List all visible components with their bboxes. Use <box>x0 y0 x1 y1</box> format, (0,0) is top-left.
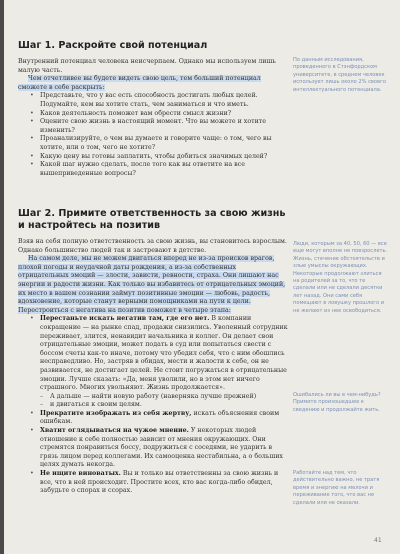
sidebar-note-2: Люди, которым за 40, 50, 60 — все еще могут вполне не повзрослеть. Жизнь, стечение обстоятельств и злые умыслы окружающих. Некоторые продолжают злиться на родителей за то, что те сделали или не сделали десятки лет назад. Они сами себя помещают в ловушку прошлого и не желают из нее освободиться. <box>293 241 388 314</box>
question-item: • Какую цену вы готовы заплатить, чтобы добиться значимых целей? <box>18 153 288 162</box>
section1-questions <box>18 92 288 178</box>
step-item: • Не ищите виноватых. Вы и только вы ответственны за свою жизнь и все, что в ней происходит. Простите всех, кто вас когда-либо обидел, забудьте о спорах и ссорах. <box>18 470 288 496</box>
step-sublist <box>18 393 288 410</box>
question-item: • Какой шаг нужно сделать, после того как вы ответите на все вышеприведенные вопросы? <box>18 161 288 178</box>
section1-para2: Чем отчетливее вы будете видеть свою цель, тем больший потенциал сможете в себе раскрыть: <box>18 75 261 91</box>
sidebar-note-1: По данным исследования, проведенного в Стэнфордском университете, в среднем человек использует лишь около 2% своего интеллектуального потенциала. <box>293 57 386 93</box>
step-item: • Перестаньте искать негатив там, где его нет. В компании сокращение — на рынке спад, продажи снизились. Уволенный сотрудник переживает, злится, ненавидит начальника и коллег. Он делает свои отрицательные эмоции, может подать в суд или попытаться свести с боссом счеты как-то иначе, потому что убедил себя, что с ним обошлись несправедливо. Но, застряв в обидах, мести и жалости к себе, он не развивается, не достигает целей. Не стоит погружаться в отрицательные эмоции. Лучше сказать: «Да, меня уволили, но в этом нет ничего страшного. Многих увольняют. Жизнь продолжается». <box>18 315 288 392</box>
section2-steps <box>18 315 288 392</box>
section2-body <box>18 238 288 496</box>
step-item: • Хватит оглядываться на чужое мнение. У некоторых людей отношение к себе полностью зависит от мнения окружающих. Они стремятся понравиться боссу, подружиться с соседями, не ударить в грязь лицом перед коллегами. Их самооценка нестабильна, а о больших целях думать некогда. <box>18 427 288 470</box>
page-number: 41 <box>374 537 382 544</box>
section2-steps-rest <box>18 410 288 496</box>
book-page <box>4 0 400 554</box>
question-item: • Представьте, что у вас есть способность достигать любых целей. Подумайте, кем вы хотите стать, чем заниматься и что иметь. <box>18 92 288 109</box>
question-item: • Оцените свою жизнь в настоящий момент. Что вы можете и хотите изменить? <box>18 118 288 135</box>
step-sub-item: – и двигаться к своим целям. <box>18 401 288 410</box>
section2-para2: На самом деле, мы не можем двигаться вперед не из-за происков врагов, плохой погоды и неудачной даты рождения, а из-за собственных отрицательных эмоций — злости, зависти, ревности, страха. Они лишают нас энергии и радости жизни. Как только вы избавитесь от отрицательных эмоций, их место в вашем сознании займут позитивные эмоции — любовь, радость, вдохновение, которые станут верными помощниками на пути к цели. Перестроиться с негатива на позитив поможет в четыре этапа: <box>18 255 286 314</box>
sidebar-note-4: Работайте над тем, что действительно важно, не тратя время и энергию на мелочи и переживание того, что вас не сделали или не оказали. <box>293 470 380 506</box>
section1-body <box>18 58 288 178</box>
question-item: • Проанализируйте, о чем вы думаете и говорите чаще: о том, чего вы хотите, или о том, чего не хотите? <box>18 135 288 152</box>
step-sub-item: – А дальше — найти новую работу (наверняка лучше прежней) <box>18 393 288 402</box>
question-item: • Каков деятельность поможет вам обрести смысл жизни? <box>18 110 288 119</box>
section1-title: Шаг 1. Раскройте свой потенциал <box>18 40 208 51</box>
sidebar-note-3: Ошибались ли вы в чем-нибудь? Примите произошедшее к сведению и продолжайте жить. <box>293 392 381 413</box>
section2-para1: Взяв на себя полную ответственность за свою жизнь, вы становитесь взрослым. Однако большинство людей так и застревают в детстве. <box>18 238 287 254</box>
step-item: • Прекратите изображать из себя жертву, искать объяснения своим ошибкам. <box>18 410 288 427</box>
section1-para1: Внутренний потенциал человека неисчерпаем. Однако мы используем лишь малую часть. <box>18 58 276 74</box>
section2-title: Шаг 2. Примите ответственность за свою жизнь и настройтесь на позитив <box>18 208 286 231</box>
